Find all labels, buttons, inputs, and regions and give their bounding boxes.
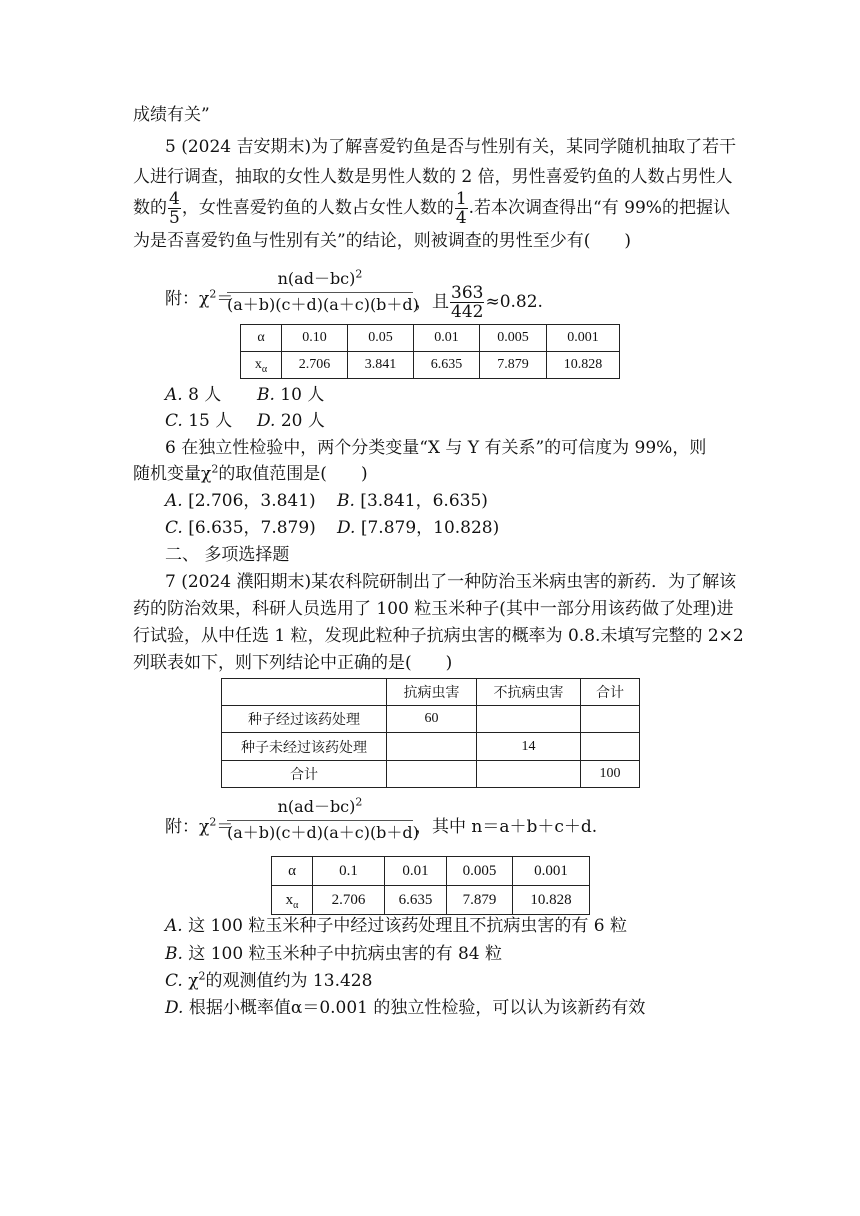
table-cell: 6.635 (414, 352, 480, 379)
table-cell: 0.001 (547, 325, 620, 352)
table-cell: 抗病虫害 (387, 679, 477, 706)
fraction-numerator: 1 (455, 189, 467, 209)
option-letter: C. (165, 411, 183, 431)
option-text: [3.841，6.635) (354, 491, 488, 511)
question-6-line-2 (133, 463, 368, 485)
equals-sign: ＝ (216, 817, 234, 837)
table-row (241, 352, 620, 379)
fraction-363-442 (450, 284, 484, 321)
option-a (165, 915, 627, 937)
table-cell: 2.706 (313, 886, 385, 915)
option-text: 这 100 粒玉米种子中抗病虫害的有 84 粒 (182, 944, 503, 964)
table-cell: 0.10 (282, 325, 348, 352)
superscript: 2 (355, 267, 363, 281)
option-text: [2.706，3.841) (182, 491, 316, 511)
option-b (337, 490, 488, 512)
option-letter: D. (257, 411, 276, 431)
option-text: 根据小概率值α＝0.001 的独立性检验，可以认为该新药有效 (183, 998, 646, 1018)
text-fragment: ，女性喜爱钓鱼的人数占女性人数的 (181, 198, 454, 218)
option-c (165, 970, 372, 992)
option-text: 这 100 粒玉米种子中经过该药处理且不抗病虫害的有 6 粒 (182, 916, 627, 936)
fraction-4-5 (168, 190, 181, 227)
numerator-text: n(ad－bc) (277, 797, 356, 816)
option-letter: D. (337, 518, 356, 538)
formula-label (165, 812, 233, 837)
table-row (222, 761, 640, 788)
table-cell: 0.1 (313, 857, 385, 886)
fraction-numerator: 4 (169, 189, 180, 209)
table-row (241, 325, 620, 352)
table-cell: 10.828 (513, 886, 590, 915)
equals-sign: ＝ (216, 289, 234, 309)
text-fragment: 随机变量χ (133, 464, 212, 484)
formula-fraction (227, 796, 419, 845)
question-6-line-1: 6 在独立性检验中，两个分类变量“X 与 Y 有关系”的可信度为 99%，则 (165, 438, 707, 458)
table-cell: 0.005 (480, 325, 547, 352)
question-5-line-2: 人进行调查，抽取的女性人数是男性人数的 2 倍，男性喜爱钓鱼的人数占男性人 (133, 167, 733, 187)
option-letter: C. (165, 971, 183, 991)
table-cell: 0.001 (513, 857, 590, 886)
table-cell: 2.706 (282, 352, 348, 379)
option-letter: D. (165, 998, 184, 1018)
table-cell (581, 733, 640, 761)
table-row (222, 733, 640, 761)
table-cell (272, 886, 313, 915)
option-row (165, 384, 325, 406)
formula-label-text: 附：χ (165, 289, 210, 309)
option-letter: A. (165, 491, 183, 511)
formula-denominator: (a＋b)(c＋d)(a＋c)(b＋d) (227, 823, 419, 842)
table-cell (387, 733, 477, 761)
question-7-line-2: 药的防治效果，科研人员选用了 100 粒玉米种子(其中一部分用该药做了处理)进 (133, 599, 734, 619)
option-letter: C. (165, 518, 183, 538)
formula-tail: ，其中 n＝a＋b＋c＋d. (415, 817, 598, 837)
table-cell: α (241, 325, 282, 352)
superscript: 2 (209, 815, 217, 829)
option-text: 的观测值约为 13.428 (205, 971, 373, 991)
table-cell: 7.879 (447, 886, 513, 915)
table-cell: 7.879 (480, 352, 547, 379)
option-letter: B. (165, 944, 183, 964)
text-fragment: 的取值范围是( ) (218, 464, 368, 484)
critical-value-table-2 (271, 856, 590, 915)
superscript: 2 (198, 969, 206, 983)
table-cell: 0.01 (385, 857, 447, 886)
text-fragment: .若本次调查得出“有 99%的把握认 (468, 198, 730, 218)
superscript: 2 (355, 795, 363, 809)
option-text: χ (182, 971, 199, 991)
table-cell (241, 352, 282, 379)
question-7-line-3: 行试验，从中任选 1 粒，发现此粒种子抗病虫害的概率为 0.8.未填写完整的 2×2 (133, 626, 744, 646)
question-5-line-3 (133, 190, 730, 227)
table-cell: 种子经过该药处理 (222, 706, 387, 733)
formula-chi-square-2 (165, 796, 615, 848)
table-cell: 合计 (222, 761, 387, 788)
table-cell: 3.841 (348, 352, 414, 379)
subscript: α (293, 899, 299, 911)
table-row (272, 886, 590, 915)
table-cell: 10.828 (547, 352, 620, 379)
table-cell: 14 (477, 733, 581, 761)
option-d (165, 997, 645, 1019)
section-heading: 二、 多项选择题 (165, 545, 290, 565)
subscript: α (261, 363, 268, 375)
option-letter: A. (165, 385, 183, 405)
formula-numerator (227, 268, 413, 293)
question-5-line-4: 为是否喜爱钓鱼与性别有关”的结论，则被调查的男性至少有( ) (133, 231, 631, 251)
superscript: 2 (211, 462, 219, 476)
table-cell (477, 761, 581, 788)
cell-text: x (285, 891, 294, 908)
table-cell: 0.01 (414, 325, 480, 352)
table-cell: 60 (387, 706, 477, 733)
option-text: [7.879，10.828) (355, 518, 500, 538)
fraction-denominator: 442 (451, 302, 484, 322)
contingency-table (221, 678, 640, 788)
table-cell (581, 706, 640, 733)
table-cell: 合计 (581, 679, 640, 706)
table-cell: α (272, 857, 313, 886)
question-7-line-4: 列联表如下，则下列结论中正确的是( ) (133, 653, 453, 673)
option-row (165, 490, 488, 512)
tail-text: ，且 (415, 292, 449, 312)
tail-text: ≈0.82. (485, 292, 543, 312)
option-text: 8 人 (182, 385, 222, 405)
option-row (165, 517, 500, 539)
text-line: 成绩有关” (133, 105, 210, 125)
table-row (222, 706, 640, 733)
formula-tail (415, 284, 543, 321)
option-row (165, 410, 325, 432)
question-5-line-1: 5 (2024 吉安期末)为了解喜爱钓鱼是否与性别有关，某同学随机抽取了若干 (165, 137, 737, 157)
table-cell: 100 (581, 761, 640, 788)
option-text: 10 人 (274, 385, 325, 405)
option-b (257, 384, 324, 406)
text-fragment: 数的 (133, 198, 167, 218)
table-cell (477, 706, 581, 733)
table-cell (222, 679, 387, 706)
critical-value-table-1 (240, 324, 620, 379)
cell-text: x (254, 357, 262, 372)
option-text: 20 人 (275, 411, 325, 431)
formula-chi-square (165, 268, 585, 320)
table-cell: 不抗病虫害 (477, 679, 581, 706)
question-7-line-1: 7 (2024 濮阳期末)某农科院研制出了一种防治玉米病虫害的新药．为了解该 (165, 572, 737, 592)
fraction-denominator: 5 (169, 208, 180, 228)
formula-label (165, 284, 233, 309)
formula-fraction (227, 268, 419, 317)
fraction-1-4 (455, 190, 468, 227)
option-d (257, 410, 325, 432)
formula-label-text: 附：χ (165, 817, 210, 837)
option-b (165, 943, 502, 965)
table-cell: 种子未经过该药处理 (222, 733, 387, 761)
table-header-row (222, 679, 640, 706)
numerator-text: n(ad－bc) (277, 269, 356, 288)
formula-denominator: (a＋b)(c＋d)(a＋c)(b＋d) (227, 295, 419, 314)
option-letter: A. (165, 916, 183, 936)
option-letter: B. (257, 385, 275, 405)
formula-numerator (227, 796, 413, 821)
table-cell: 6.635 (385, 886, 447, 915)
option-text: 15 人 (182, 411, 233, 431)
option-text: [6.635，7.879) (182, 518, 316, 538)
table-cell (387, 761, 477, 788)
fraction-numerator: 363 (451, 283, 484, 303)
option-d (337, 517, 499, 539)
table-cell: 0.005 (447, 857, 513, 886)
table-cell: 0.05 (348, 325, 414, 352)
fraction-denominator: 4 (455, 208, 467, 228)
table-row (272, 857, 590, 886)
superscript: 2 (209, 287, 217, 301)
option-letter: B. (337, 491, 355, 511)
